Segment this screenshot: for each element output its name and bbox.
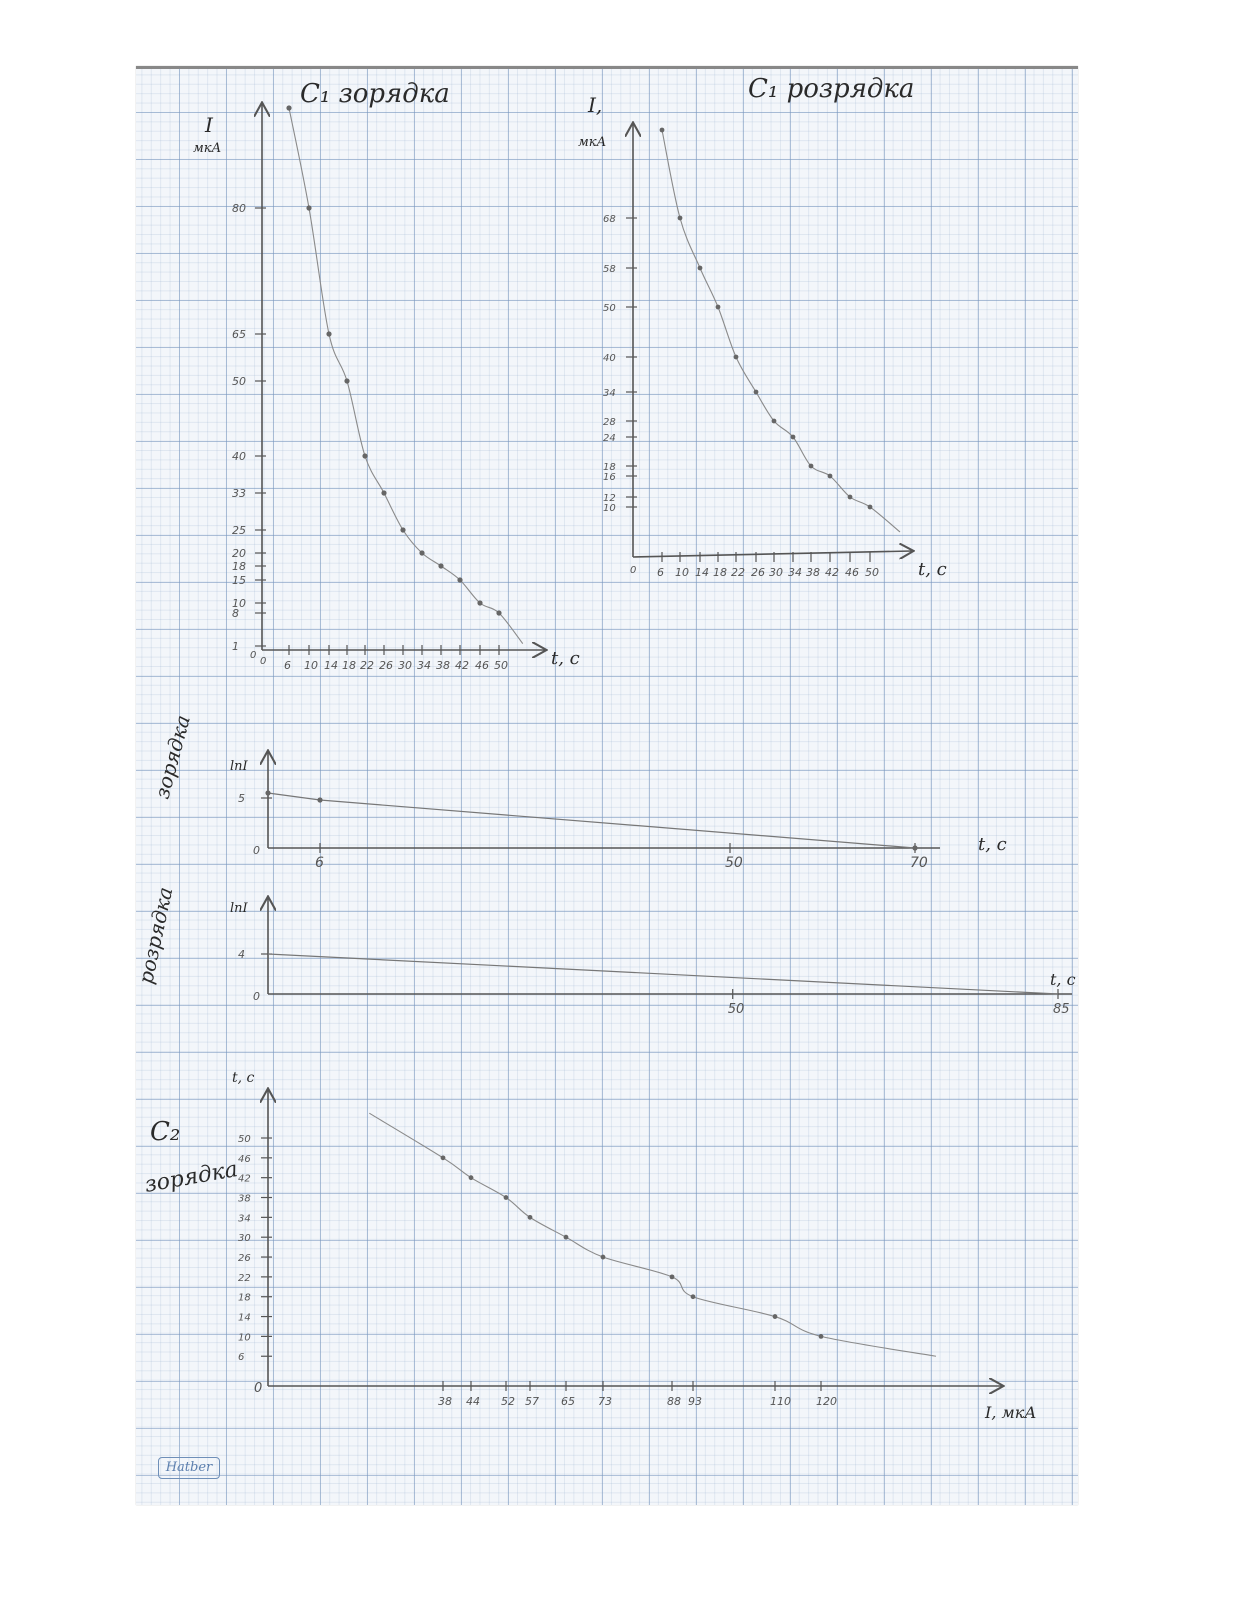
y-tick-label: 34 — [603, 388, 616, 399]
data-point — [265, 790, 270, 795]
chart-ln-charge — [150, 712, 1007, 871]
x-tick-label: 14 — [324, 659, 338, 672]
y-tick-label: 12 — [603, 493, 616, 504]
x-tick-label: 34 — [417, 659, 431, 672]
x-tick-label: 52 — [501, 1395, 515, 1408]
x-tick-label: 34 — [788, 566, 802, 579]
y-axis-label: lnI — [230, 759, 248, 774]
origin-label: 0 — [253, 844, 260, 857]
x-tick-label: 26 — [379, 659, 393, 672]
ln-line — [268, 793, 915, 848]
data-point — [848, 495, 853, 500]
x-tick-label: 44 — [466, 1395, 480, 1408]
x-tick-label: 93 — [688, 1395, 702, 1408]
y-tick-label: 80 — [232, 202, 246, 215]
x-tick-label: 46 — [845, 566, 859, 579]
x-tick-label: 6 — [284, 659, 291, 672]
x-tick-label: 88 — [667, 1395, 681, 1408]
data-point — [441, 1155, 446, 1160]
x-axis-label: t, с — [551, 648, 580, 669]
data-point — [528, 1215, 533, 1220]
x-tick-label: 30 — [769, 566, 783, 579]
data-point — [660, 128, 665, 133]
y-tick-label: 20 — [232, 547, 246, 560]
y-tick-label: 10 — [603, 503, 616, 514]
data-point — [438, 563, 443, 568]
data-point — [306, 205, 311, 210]
x-tick-label: 10 — [304, 659, 318, 672]
data-point — [400, 527, 405, 532]
data-point — [477, 600, 482, 605]
origin-label: 0 — [250, 650, 257, 661]
y-tick-label: 38 — [238, 1193, 251, 1205]
data-point — [362, 453, 367, 458]
side-label: зорядка — [149, 712, 195, 802]
y-tick-label: 68 — [603, 214, 616, 225]
y-axis-unit: мкА — [578, 135, 607, 150]
x-axis-label: t, с — [918, 559, 947, 580]
origin-label: 0 — [630, 565, 637, 576]
data-point — [326, 331, 331, 336]
y-tick-label: 15 — [232, 574, 246, 587]
data-point — [791, 435, 796, 440]
chart-c2-charge — [143, 1070, 1037, 1422]
data-point — [457, 577, 462, 582]
data-point — [809, 464, 814, 469]
y-tick-label: 40 — [603, 353, 616, 364]
data-point — [828, 474, 833, 479]
data-point — [868, 505, 873, 510]
y-tick-label: 40 — [232, 450, 246, 463]
x-tick-label: 18 — [342, 659, 356, 672]
y-tick-label: 50 — [238, 1134, 251, 1145]
x-tick-label: 50 — [865, 566, 879, 579]
y-tick-label: 14 — [238, 1312, 251, 1324]
x-tick-label: 70 — [910, 855, 928, 871]
y-tick-label: 10 — [232, 597, 246, 610]
x-tick-label: 42 — [455, 659, 469, 672]
y-tick-label: 50 — [603, 303, 616, 314]
y-tick-label: 18 — [238, 1292, 251, 1304]
y-tick-label: 22 — [238, 1272, 251, 1284]
data-point — [419, 550, 424, 555]
side-label: розрядка — [133, 884, 178, 987]
y-tick-label: 26 — [238, 1253, 251, 1265]
y-tick-label: 65 — [232, 328, 246, 341]
x-tick-label: 26 — [751, 566, 765, 579]
data-point — [734, 355, 739, 360]
data-point — [716, 305, 721, 310]
y-tick-label: 5 — [238, 792, 245, 805]
x-axis-label: t, с — [978, 834, 1007, 855]
data-point — [601, 1255, 606, 1260]
origin-label: 0 — [254, 1381, 263, 1396]
side-label: зорядка — [142, 1156, 240, 1198]
x-tick-label: 120 — [816, 1395, 837, 1408]
data-point — [381, 490, 386, 495]
chart-c1-charge — [193, 79, 580, 672]
x-tick-label: 42 — [825, 566, 839, 579]
fit-curve — [289, 108, 523, 644]
y-tick-label: 6 — [238, 1352, 245, 1364]
y-axis-label: lnI — [230, 901, 248, 916]
y-tick-label: 34 — [238, 1213, 251, 1225]
fit-curve — [662, 130, 900, 532]
x-tick-label: 30 — [398, 659, 412, 672]
y-tick-label: 33 — [232, 487, 246, 500]
origin-label: 0 — [260, 656, 267, 667]
x-tick-label: 14 — [695, 566, 709, 579]
x-tick-label: 73 — [598, 1395, 612, 1408]
x-axis-label: t, с — [1050, 970, 1076, 989]
data-point — [912, 845, 917, 850]
x-tick-label: 50 — [727, 1002, 745, 1017]
x-tick-label: 50 — [494, 659, 508, 672]
x-tick-label: 6 — [315, 855, 324, 871]
y-tick-label: 18 — [603, 462, 616, 473]
x-tick-label: 38 — [436, 659, 450, 672]
chart-title: C₁ зорядка — [300, 79, 450, 109]
y-tick-label: 58 — [603, 264, 616, 275]
y-tick-label: 42 — [238, 1173, 251, 1185]
y-axis-unit: мкА — [193, 141, 222, 156]
x-tick-label: 22 — [731, 566, 745, 579]
fit-curve — [369, 1113, 936, 1356]
data-point — [698, 266, 703, 271]
chart-ln-discharge — [133, 885, 1075, 1017]
x-tick-label: 57 — [525, 1395, 539, 1408]
hatber-logo: Hatber — [158, 1457, 220, 1479]
x-tick-label: 50 — [725, 855, 743, 871]
x-tick-label: 46 — [475, 659, 489, 672]
data-point — [564, 1235, 569, 1240]
ln-line — [268, 954, 1058, 994]
data-point — [286, 105, 291, 110]
data-point — [691, 1294, 696, 1299]
chart-c1-discharge — [578, 74, 947, 580]
y-tick-label: 28 — [603, 417, 616, 428]
y-tick-label: 25 — [232, 524, 246, 537]
data-point — [317, 797, 322, 802]
data-point — [754, 390, 759, 395]
origin-label: 0 — [253, 990, 260, 1003]
y-tick-label: 24 — [603, 433, 616, 444]
y-tick-label: 18 — [232, 560, 246, 573]
x-tick-label: 38 — [438, 1395, 452, 1408]
data-point — [819, 1334, 824, 1339]
y-axis-label: I, — [588, 93, 603, 117]
x-tick-label: 18 — [713, 566, 727, 579]
x-tick-label: 22 — [360, 659, 374, 672]
y-tick-label: 8 — [232, 607, 239, 620]
x-tick-label: 65 — [561, 1395, 575, 1408]
x-tick-label: 10 — [675, 566, 689, 579]
data-point — [469, 1175, 474, 1180]
data-point — [772, 419, 777, 424]
x-axis-label: I, мкА — [985, 1403, 1037, 1422]
side-label: C₂ — [150, 1117, 181, 1147]
y-tick-label: 50 — [232, 375, 246, 388]
y-tick-label: 46 — [238, 1153, 251, 1165]
x-tick-label: 6 — [657, 566, 664, 579]
data-point — [773, 1314, 778, 1319]
data-point — [678, 216, 683, 221]
y-tick-label: 10 — [238, 1332, 251, 1344]
y-tick-label: 30 — [238, 1233, 251, 1245]
data-point — [670, 1274, 675, 1279]
chart-title: C₁ розрядка — [748, 74, 915, 104]
data-point — [344, 378, 349, 383]
y-tick-label: 1 — [232, 640, 239, 653]
y-tick-label: 4 — [238, 948, 245, 961]
data-point — [504, 1195, 509, 1200]
x-tick-label: 85 — [1053, 1002, 1070, 1017]
data-point — [496, 610, 501, 615]
y-axis-label: I — [205, 113, 213, 137]
x-tick-label: 38 — [806, 566, 820, 579]
y-tick-label: 16 — [603, 472, 616, 483]
x-tick-label: 110 — [770, 1395, 791, 1408]
y-axis-label: t, с — [232, 1070, 255, 1086]
